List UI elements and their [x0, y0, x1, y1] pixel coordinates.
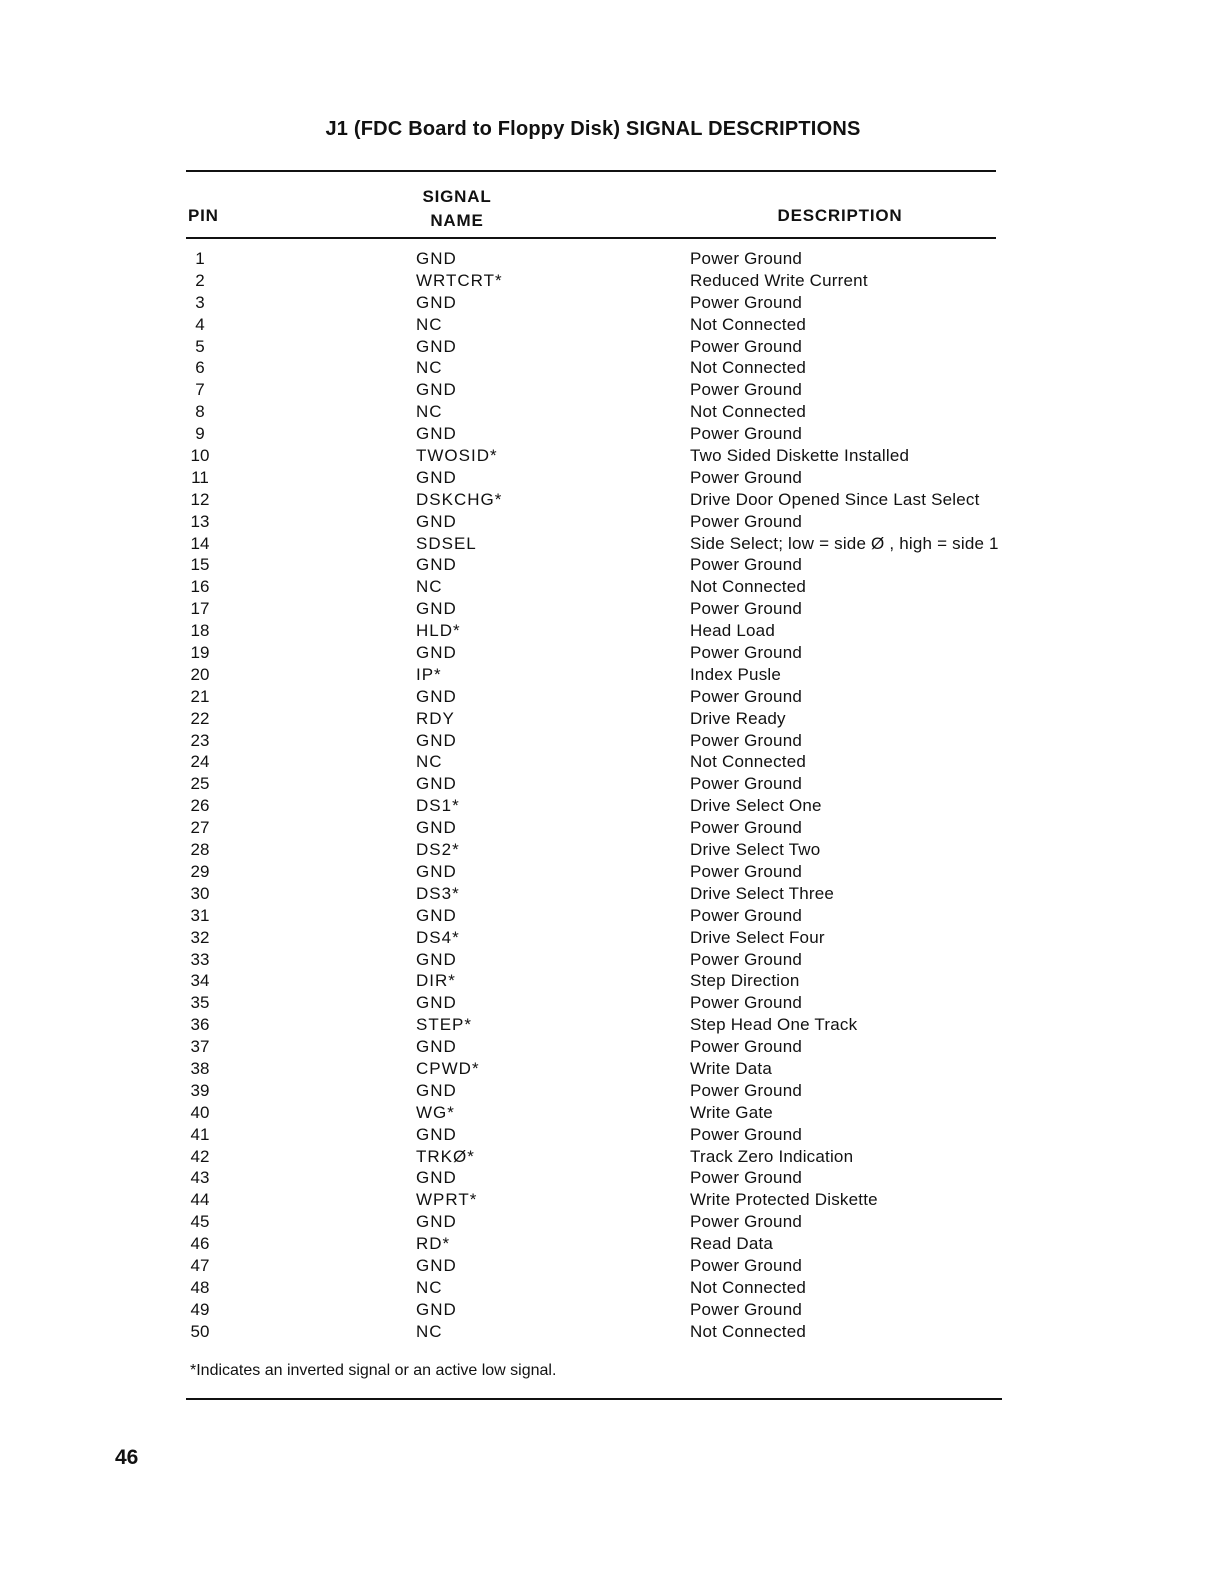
signal-name-cell: DS3* [416, 883, 460, 903]
pin-cell: 46 [190, 1234, 210, 1254]
description-cell: Index Pusle [690, 664, 782, 684]
pin-cell: 7 [195, 380, 205, 400]
table-row [0, 1146, 1224, 1168]
signal-name-cell: NC [416, 358, 443, 378]
pin-cell: 11 [191, 467, 209, 487]
signal-name-cell: GND [416, 905, 457, 925]
table-row [0, 1233, 1224, 1255]
pin-cell: 34 [190, 971, 210, 991]
signal-name-cell: NC [416, 402, 443, 422]
table-row [0, 467, 1224, 489]
pin-cell: 5 [195, 336, 205, 356]
table-row [0, 1058, 1224, 1080]
description-cell: Power Ground [690, 1080, 803, 1100]
pin-cell: 13 [190, 511, 210, 531]
pin-cell: 10 [190, 446, 210, 466]
table-row [0, 642, 1224, 664]
signal-name-cell: WRTCRT* [416, 270, 503, 290]
description-cell: Power Ground [690, 686, 803, 706]
table-row [0, 1299, 1224, 1321]
table-row [0, 1321, 1224, 1343]
table-row [0, 489, 1224, 511]
description-cell: Power Ground [690, 1124, 803, 1144]
table-row [0, 861, 1224, 883]
description-cell: Write Protected Diskette [690, 1190, 878, 1210]
description-cell: Power Ground [690, 336, 803, 356]
description-cell: Drive Door Opened Since Last Select [690, 489, 980, 509]
table-row [0, 905, 1224, 927]
pin-cell: 15 [190, 555, 210, 575]
pin-cell: 19 [190, 643, 210, 663]
table-row [0, 533, 1224, 555]
table-row [0, 576, 1224, 598]
description-cell: Power Ground [690, 555, 803, 575]
description-cell: Track Zero Indication [690, 1146, 854, 1166]
signal-name-cell: STEP* [416, 1015, 473, 1035]
description-cell: Drive Ready [690, 708, 786, 728]
signal-name-cell: NC [416, 314, 443, 334]
description-cell: Power Ground [690, 1212, 803, 1232]
column-header-description: DESCRIPTION [777, 206, 903, 225]
pin-cell: 45 [190, 1212, 210, 1232]
signal-name-cell: IP* [416, 664, 442, 684]
pin-cell: 33 [190, 949, 210, 969]
signal-name-cell: GND [416, 1124, 457, 1144]
table-row [0, 336, 1224, 358]
description-cell: Power Ground [690, 730, 803, 750]
description-cell: Not Connected [690, 577, 807, 597]
table-row [0, 357, 1224, 379]
pin-cell: 20 [190, 664, 210, 684]
description-cell: Drive Select Four [690, 927, 825, 947]
description-cell: Power Ground [690, 424, 803, 444]
signal-name-cell: GND [416, 1212, 457, 1232]
header-rule [186, 237, 996, 239]
page-title: J1 (FDC Board to Floppy Disk) SIGNAL DESCRIPTIONS [325, 118, 861, 140]
pin-cell: 50 [190, 1321, 210, 1341]
pin-cell: 23 [190, 730, 210, 750]
signal-name-cell: GND [416, 1255, 457, 1275]
pin-cell: 8 [195, 402, 205, 422]
description-cell: Step Direction [690, 971, 800, 991]
signal-name-cell: WPRT* [416, 1190, 478, 1210]
description-cell: Not Connected [690, 1321, 807, 1341]
pin-cell: 21 [190, 686, 210, 706]
pin-cell: 31 [190, 905, 210, 925]
pin-cell: 9 [195, 424, 205, 444]
description-cell: Power Ground [690, 1255, 803, 1275]
signal-name-cell: DS1* [416, 796, 460, 816]
signal-name-cell: RDY [416, 708, 455, 728]
signal-name-cell: NC [416, 1277, 443, 1297]
pin-cell: 16 [190, 577, 210, 597]
signal-name-cell: GND [416, 424, 457, 444]
pin-cell: 18 [190, 621, 210, 641]
pin-cell: 38 [190, 1058, 210, 1078]
description-cell: Power Ground [690, 380, 803, 400]
signal-name-cell: GND [416, 730, 457, 750]
signal-name-cell: NC [416, 577, 443, 597]
pin-cell: 28 [190, 840, 210, 860]
pin-cell: 27 [190, 818, 210, 838]
description-cell: Not Connected [690, 314, 807, 334]
table-row [0, 1124, 1224, 1146]
description-cell: Power Ground [690, 949, 803, 969]
signal-name-cell: GND [416, 511, 457, 531]
signal-name-cell: RD* [416, 1234, 451, 1254]
table-row [0, 292, 1224, 314]
table-row [0, 839, 1224, 861]
description-cell: Not Connected [690, 402, 807, 422]
description-cell: Power Ground [690, 1168, 803, 1188]
page-number: 46 [115, 1446, 139, 1469]
pin-cell: 2 [195, 270, 205, 290]
description-cell: Power Ground [690, 993, 803, 1013]
pin-cell: 35 [190, 993, 210, 1013]
table-row [0, 1255, 1224, 1277]
description-cell: Drive Select Two [690, 840, 821, 860]
table-row [0, 1036, 1224, 1058]
description-cell: Head Load [690, 621, 775, 641]
description-cell: Read Data [690, 1234, 774, 1254]
table-row [0, 795, 1224, 817]
signal-name-cell: GND [416, 292, 457, 312]
signal-name-cell: GND [416, 993, 457, 1013]
table-row [0, 379, 1224, 401]
signal-name-cell: GND [416, 643, 457, 663]
table-row [0, 554, 1224, 576]
signal-name-cell: GND [416, 380, 457, 400]
signal-name-cell: TRKØ* [416, 1146, 475, 1166]
table-row [0, 620, 1224, 642]
pin-cell: 25 [190, 774, 210, 794]
description-cell: Power Ground [690, 1299, 803, 1319]
pin-cell: 43 [190, 1168, 210, 1188]
pin-cell: 41 [190, 1124, 210, 1144]
description-cell: Not Connected [690, 752, 807, 772]
pin-cell: 24 [190, 752, 210, 772]
signal-header-line-2: NAME [430, 211, 484, 230]
description-cell: Power Ground [690, 599, 803, 619]
signal-name-cell: DIR* [416, 971, 456, 991]
table-row [0, 708, 1224, 730]
pin-cell: 12 [190, 489, 210, 509]
table-row [0, 1102, 1224, 1124]
description-cell: Write Gate [690, 1102, 773, 1122]
signal-name-cell: GND [416, 336, 457, 356]
bottom-rule [186, 1398, 1002, 1400]
table-row [0, 248, 1224, 270]
pin-cell: 39 [190, 1080, 210, 1100]
signal-header-line-1: SIGNAL [422, 187, 492, 206]
description-cell: Power Ground [690, 818, 803, 838]
signal-name-cell: GND [416, 774, 457, 794]
table-row [0, 423, 1224, 445]
signal-name-cell: GND [416, 818, 457, 838]
pin-cell: 4 [195, 314, 205, 334]
table-row [0, 751, 1224, 773]
signal-name-cell: DS2* [416, 840, 460, 860]
description-cell: Power Ground [690, 905, 803, 925]
signal-name-cell: GND [416, 467, 457, 487]
signal-name-cell: WG* [416, 1102, 455, 1122]
signal-name-cell: GND [416, 1037, 457, 1057]
signal-name-cell: CPWD* [416, 1058, 480, 1078]
description-cell: Not Connected [690, 358, 807, 378]
footnote: *Indicates an inverted signal or an active low signal. [190, 1362, 557, 1379]
pin-cell: 42 [190, 1146, 210, 1166]
signal-name-cell: SDSEL [416, 533, 477, 553]
pin-cell: 40 [190, 1102, 210, 1122]
description-cell: Step Head One Track [690, 1015, 858, 1035]
signal-name-cell: GND [416, 1299, 457, 1319]
signal-name-cell: GND [416, 249, 457, 268]
signal-name-cell: GND [416, 1168, 457, 1188]
signal-name-cell: NC [416, 752, 443, 772]
pin-cell: 32 [190, 927, 210, 947]
table-row [0, 817, 1224, 839]
table-row [0, 970, 1224, 992]
pin-cell: 3 [195, 292, 205, 312]
signal-name-cell: DS4* [416, 927, 460, 947]
description-cell: Power Ground [690, 643, 803, 663]
description-cell: Power Ground [690, 774, 803, 794]
signal-name-cell: GND [416, 949, 457, 969]
table-row [0, 1080, 1224, 1102]
pin-cell: 1 [195, 249, 205, 268]
table-row [0, 927, 1224, 949]
description-cell: Not Connected [690, 1277, 807, 1297]
description-cell: Drive Select One [690, 796, 822, 816]
table-row [0, 445, 1224, 467]
pin-cell: 17 [190, 599, 210, 619]
pin-cell: 47 [190, 1255, 210, 1275]
table-row [0, 992, 1224, 1014]
signal-name-cell: HLD* [416, 621, 461, 641]
table-row [0, 773, 1224, 795]
description-cell: Reduced Write Current [690, 270, 868, 290]
table-row [0, 1189, 1224, 1211]
pin-cell: 48 [190, 1277, 210, 1297]
signal-name-cell: DSKCHG* [416, 489, 503, 509]
pin-cell: 6 [195, 358, 205, 378]
description-cell: Power Ground [690, 511, 803, 531]
table-row [0, 511, 1224, 533]
description-cell: Power Ground [690, 292, 803, 312]
description-cell: Drive Select Three [690, 883, 835, 903]
description-cell: Power Ground [690, 249, 803, 268]
signal-name-cell: GND [416, 599, 457, 619]
table-row [0, 1211, 1224, 1233]
signal-table [0, 248, 1224, 1343]
table-row [0, 664, 1224, 686]
signal-name-cell: TWOSID* [416, 446, 498, 466]
signal-name-cell: GND [416, 686, 457, 706]
description-cell: Power Ground [690, 861, 803, 881]
pin-cell: 44 [190, 1190, 210, 1210]
pin-cell: 29 [190, 861, 210, 881]
signal-name-cell: GND [416, 861, 457, 881]
table-row [0, 270, 1224, 292]
description-cell: Write Data [690, 1058, 772, 1078]
pin-cell: 49 [190, 1299, 210, 1319]
table-row [0, 598, 1224, 620]
table-row [0, 401, 1224, 423]
description-cell: Side Select; low = side Ø , high = side 1 [690, 533, 999, 553]
table-row [0, 1014, 1224, 1036]
pin-cell: 37 [190, 1037, 210, 1057]
table-row [0, 1167, 1224, 1189]
table-row [0, 883, 1224, 905]
pin-cell: 14 [190, 533, 210, 553]
table-row [0, 949, 1224, 971]
pin-cell: 26 [190, 796, 210, 816]
table-row [0, 686, 1224, 708]
description-cell: Two Sided Diskette Installed [690, 446, 910, 466]
top-rule [186, 170, 996, 172]
pin-cell: 30 [190, 883, 210, 903]
column-header-signal-name [400, 185, 514, 233]
table-row [0, 730, 1224, 752]
description-cell: Power Ground [690, 1037, 803, 1057]
table-row [0, 1277, 1224, 1299]
signal-name-cell: GND [416, 1080, 457, 1100]
description-cell: Power Ground [690, 467, 803, 487]
pin-cell: 36 [190, 1015, 210, 1035]
pin-cell: 22 [190, 708, 210, 728]
signal-name-cell: NC [416, 1321, 443, 1341]
table-row [0, 314, 1224, 336]
signal-name-cell: GND [416, 555, 457, 575]
column-header-pin: PIN [188, 206, 219, 225]
